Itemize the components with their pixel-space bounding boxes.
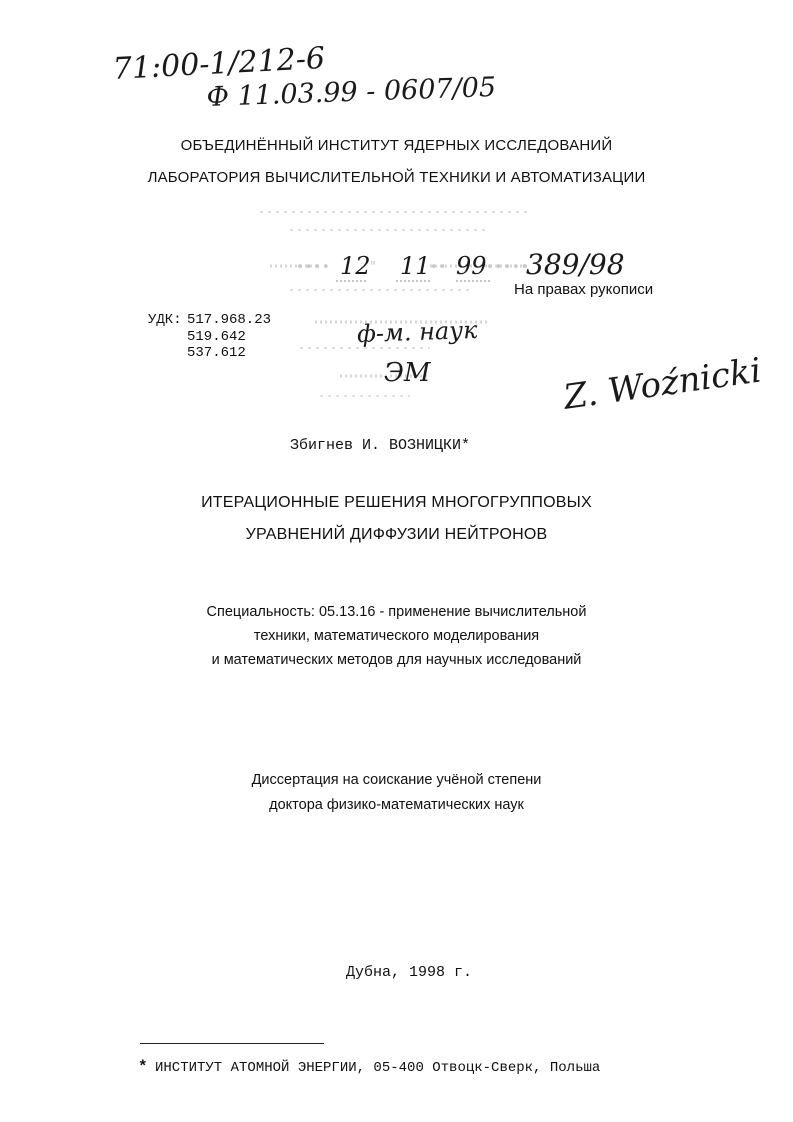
specialty-line-3: и математических методов для научных исследований bbox=[211, 652, 582, 668]
rights-note: На правах рукописи bbox=[514, 281, 654, 298]
handwritten-initials: ЭМ bbox=[384, 358, 431, 388]
handwritten-field-note: ф-м. наук bbox=[356, 315, 478, 349]
institute-name: ОБЪЕДИНЁННЫЙ ИНСТИТУТ ЯДЕРНЫХ ИССЛЕДОВАНИЙ bbox=[180, 137, 613, 154]
handwritten-archive-number: 71:00-1/212-6 bbox=[112, 40, 326, 87]
author-name: Збигнев И. ВОЗНИЦКИ* bbox=[290, 437, 471, 454]
stamp-number: 389/98 bbox=[526, 248, 625, 281]
handwritten-dated-code: Ф 11.03.99 - 0607/05 bbox=[206, 71, 497, 113]
footnote-divider bbox=[140, 1043, 324, 1044]
dissertation-degree-line-2: доктора физико-математических наук bbox=[269, 797, 524, 813]
specialty-line-1: Специальность: 05.13.16 - применение вычислительной bbox=[206, 604, 587, 620]
stamp-month: 11 bbox=[400, 252, 431, 280]
author-signature: Z. Woźnicki bbox=[561, 350, 764, 418]
udc-code-3: 537.612 bbox=[187, 345, 246, 361]
dissertation-degree-line-1: Диссертация на соискание учёной степени bbox=[251, 772, 542, 788]
dissertation-title-line-2: УРАВНЕНИЙ ДИФФУЗИИ НЕЙТРОНОВ bbox=[245, 526, 548, 543]
laboratory-name: ЛАБОРАТОРИЯ ВЫЧИСЛИТЕЛЬНОЙ ТЕХНИКИ И АВТОМАТИЗАЦИИ bbox=[147, 169, 646, 186]
registration-stamp: •••• 12 " 11 •• 99 ••••• 389/98 bbox=[296, 248, 625, 281]
dissertation-title-line-1: ИТЕРАЦИОННЫЕ РЕШЕНИЯ МНОГОГРУППОВЫХ bbox=[201, 494, 592, 511]
footnote-marker: * bbox=[138, 1058, 148, 1076]
footnote-text: ИНСТИТУТ АТОМНОЙ ЭНЕРГИИ, 05-400 Отвоцк-Сверк, Польша bbox=[155, 1060, 601, 1076]
udc-code-2: 519.642 bbox=[187, 329, 246, 345]
stamp-year: 99 bbox=[456, 252, 487, 280]
place-and-year: Дубна, 1998 г. bbox=[346, 964, 473, 981]
udc-label: УДК: bbox=[148, 312, 182, 328]
udc-code-1: 517.968.23 bbox=[187, 312, 272, 328]
specialty-line-2: техники, математического моделирования bbox=[253, 628, 540, 644]
stamp-day: 12 bbox=[340, 252, 371, 280]
